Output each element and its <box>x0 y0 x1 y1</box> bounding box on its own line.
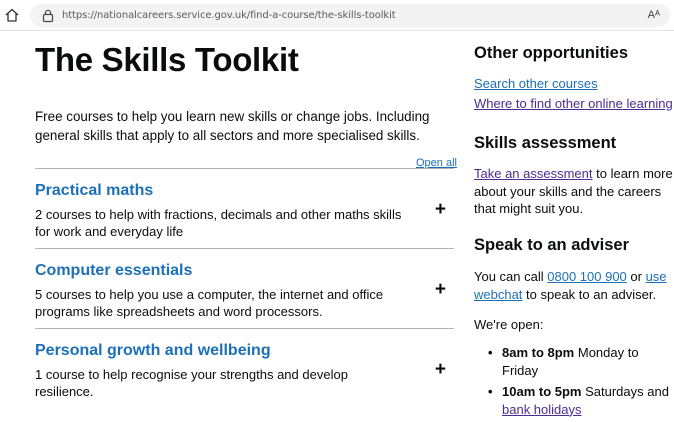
expand-plus-icon[interactable]: + <box>434 199 446 220</box>
read-aloud-icon[interactable]: Aᴬ <box>647 9 660 21</box>
browser-address-bar <box>0 0 674 31</box>
opening-hours-list <box>488 344 674 422</box>
or-text: or <box>626 269 646 284</box>
expand-plus-icon[interactable]: + <box>434 279 446 300</box>
lock-icon[interactable] <box>42 9 54 22</box>
url-text: https://nationalcareers.service.gov.uk/find-a-course/the-skills-toolkit <box>62 10 396 21</box>
hours-days: Monday to Friday <box>502 345 639 378</box>
other-opportunities-heading: Other opportunities <box>474 44 628 62</box>
expand-plus-icon[interactable]: + <box>434 359 446 380</box>
intro-text: Free courses to help you learn new skills or change jobs. Including general skills that apply to all sectors and more specialised skills. <box>35 109 430 143</box>
accordion-section-practical-maths[interactable] <box>35 168 454 248</box>
accordion-section-personal-growth[interactable] <box>35 328 454 408</box>
accordion-summary: 2 courses to help with fractions, decimals and other maths skills for work and everyday life <box>35 207 402 239</box>
page-title: The Skills Toolkit <box>35 41 299 78</box>
url-field[interactable] <box>30 4 670 27</box>
webchat-link[interactable]: use webchat <box>474 269 667 302</box>
bank-holidays-link[interactable]: bank holidays <box>502 401 582 417</box>
accordion-section-computer-essentials[interactable] <box>35 248 454 328</box>
accordion-summary: 5 courses to help you use a computer, the internet and office programs like spreadsheets and word processors. <box>35 287 384 319</box>
other-online-learning-link[interactable]: Where to find other online learning <box>474 96 673 111</box>
phone-link[interactable]: 0800 100 900 <box>547 269 627 284</box>
call-suffix: to speak to an adviser. <box>522 286 657 302</box>
call-prefix: You can call <box>474 269 548 284</box>
hours-weekday <box>488 344 674 379</box>
adviser-heading: Speak to an adviser <box>474 236 629 254</box>
open-all-link[interactable]: Open all <box>416 157 457 169</box>
accordion-heading[interactable]: Computer essentials <box>35 262 193 279</box>
hours-weekend <box>488 383 674 418</box>
accordion-heading[interactable]: Personal growth and wellbeing <box>35 342 271 359</box>
opening-label: We're open: <box>474 317 544 332</box>
hours-days: Saturdays and <box>581 384 669 399</box>
hours-time: 10am to 5pm <box>502 384 582 399</box>
accordion-heading[interactable]: Practical maths <box>35 182 154 199</box>
adviser-text <box>474 268 674 303</box>
course-accordion <box>35 168 454 408</box>
take-assessment-link[interactable]: Take an assessment <box>474 166 593 181</box>
search-other-courses-link[interactable]: Search other courses <box>474 76 598 91</box>
accordion-summary: 1 course to help recognise your strengths and develop resilience. <box>35 367 348 399</box>
skills-assessment-heading: Skills assessment <box>474 134 617 152</box>
skills-assessment-body: to learn more about your skills and the careers that might suit you. <box>474 166 673 216</box>
skills-assessment-text <box>474 165 674 218</box>
home-icon[interactable] <box>4 7 20 23</box>
hours-time: 8am to 8pm <box>502 345 575 360</box>
